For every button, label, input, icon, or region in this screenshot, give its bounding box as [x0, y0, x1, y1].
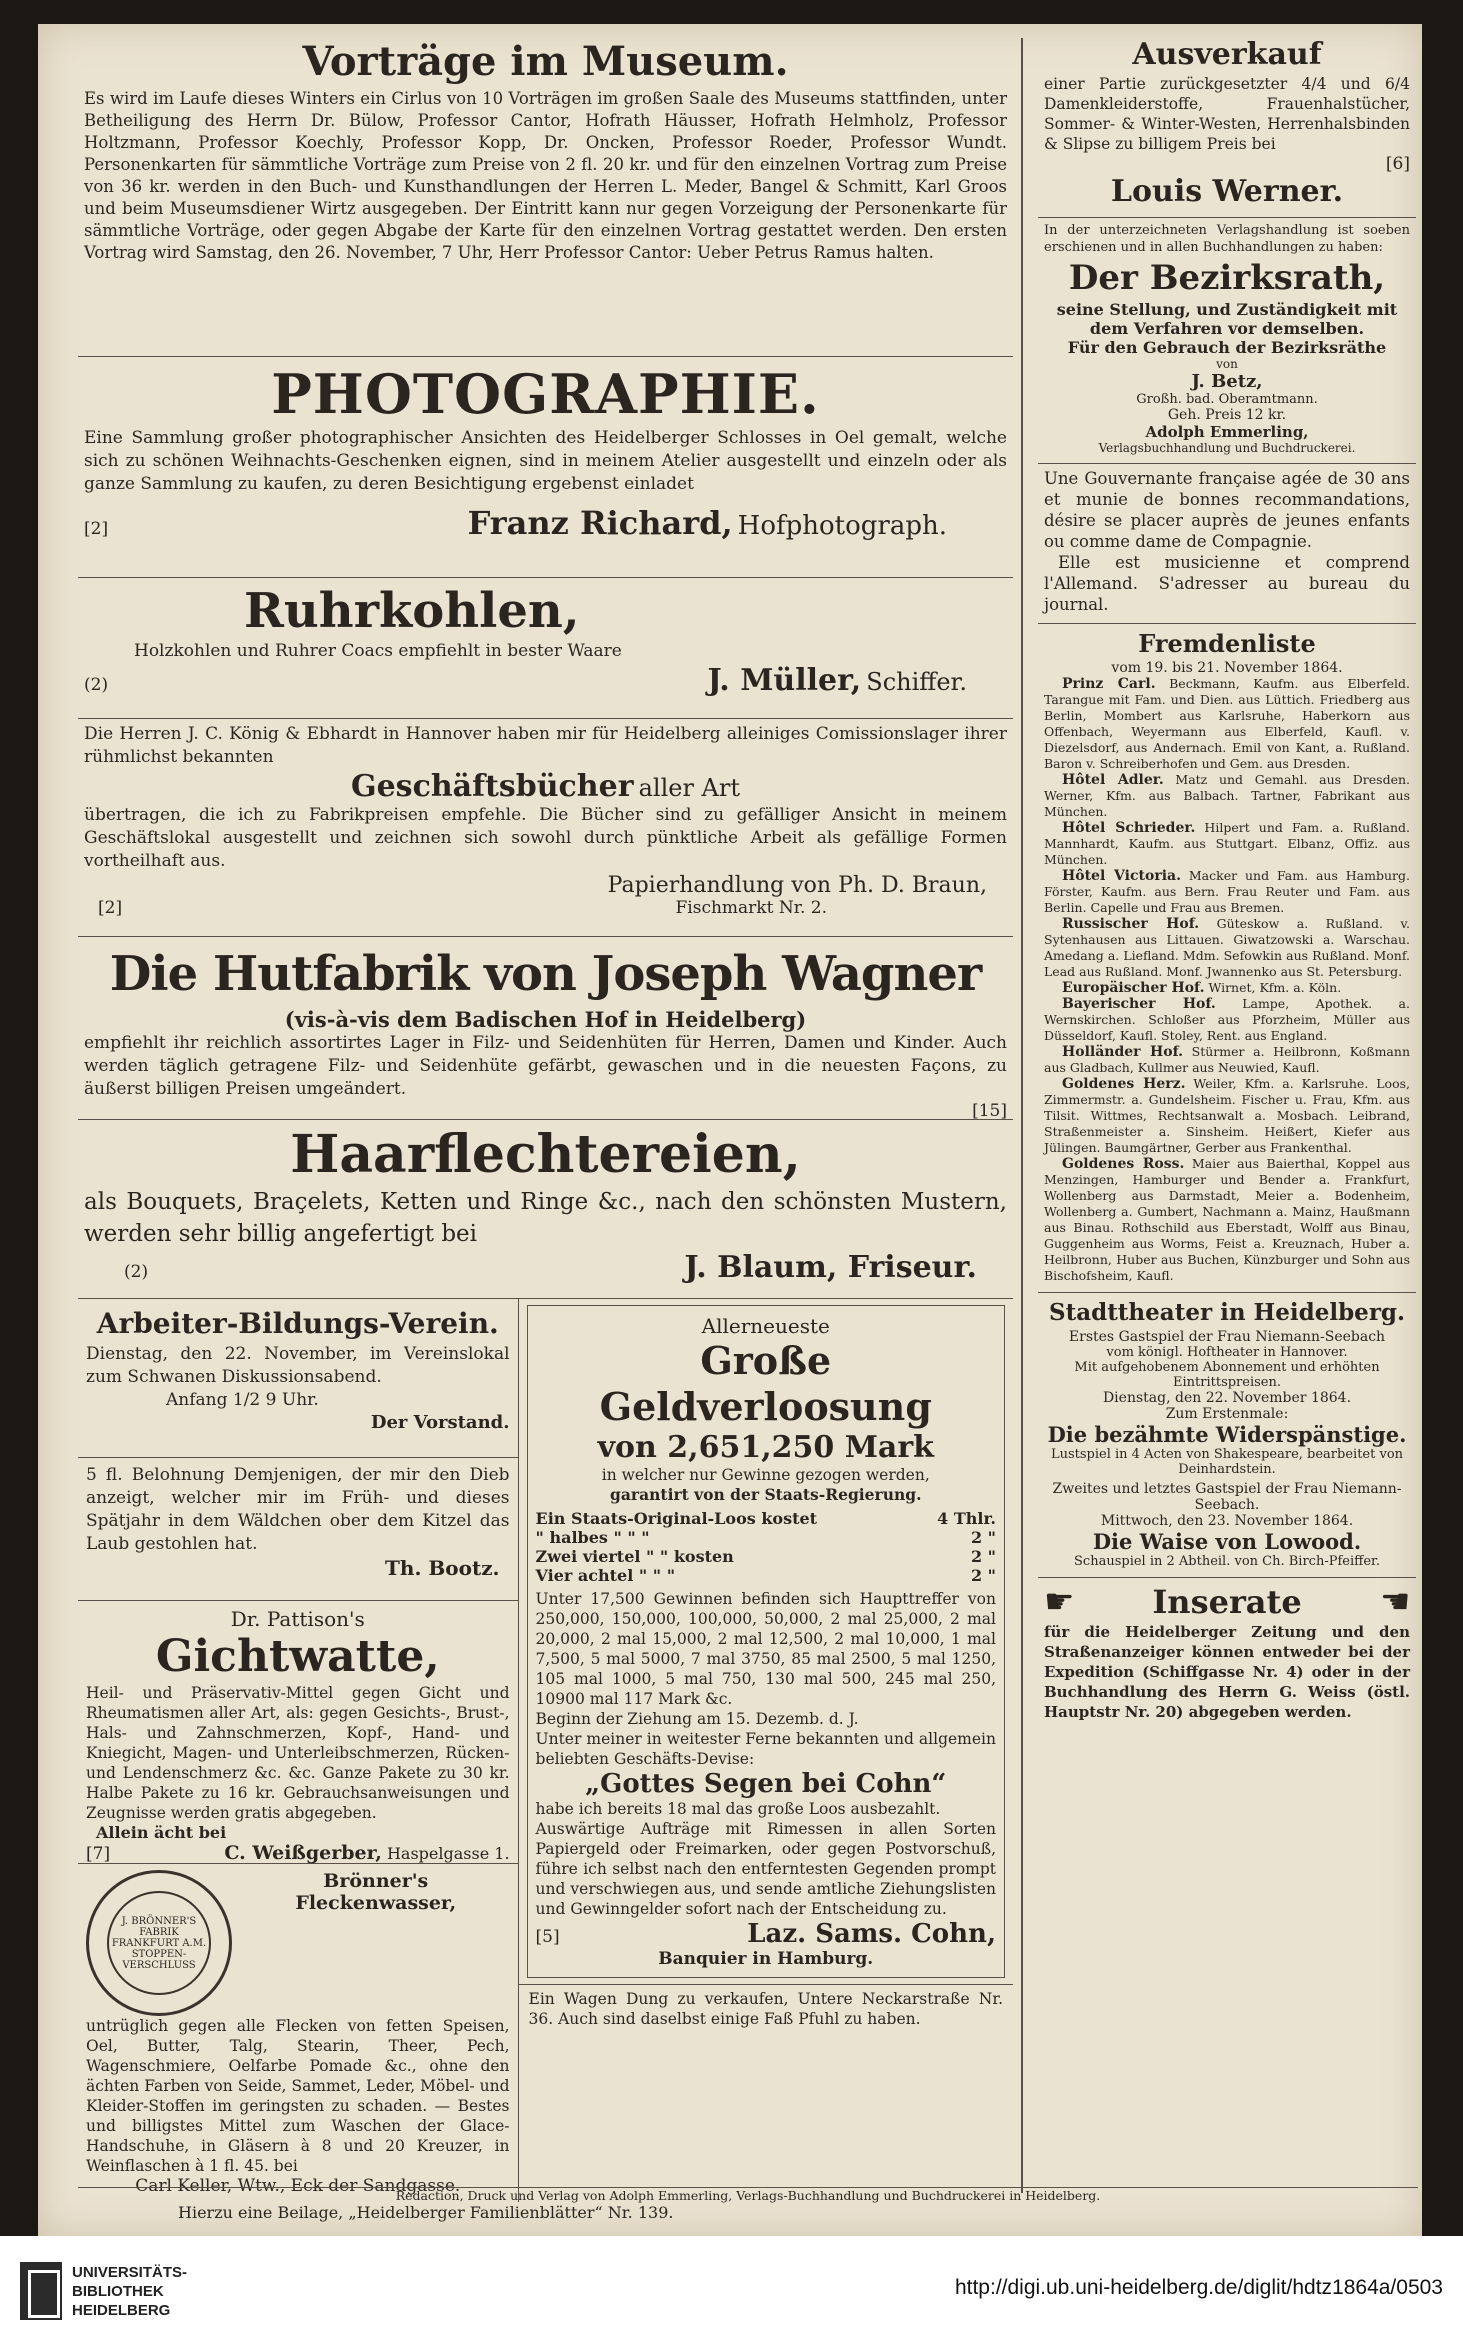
ruhrkohlen-sig-suffix: Schiffer.	[866, 668, 967, 696]
hutfabrik-title: Die Hutfabrik von Joseph Wagner	[109, 946, 982, 1002]
ad-hutfabrik	[78, 937, 1013, 1120]
ad-photographie	[78, 357, 1013, 578]
fremdenliste-guests: Lampe, Apothek. a. Wernskirchen. Schloßer aus Pforzheim, Müller aus Düsseldorf, Kaufl. Stoley, Rent. aus England.	[1044, 996, 1410, 1043]
arbeiter-body: Dienstag, den 22. November, im Vereinslokal zum Schwanen Diskussionsabend.	[86, 1344, 510, 1387]
haarflechtereien-body: als Bouquets, Braçelets, Ketten und Ringe &c., nach den schönsten Mustern, werden sehr billig angefertigt bei	[84, 1189, 1007, 1247]
hutfabrik-ref: [15]	[972, 1101, 1007, 1121]
ruhrkohlen-title: Ruhrkohlen,	[244, 583, 580, 639]
wagen-divider	[519, 1984, 1013, 1985]
gichtwatte-pre: Dr. Pattison's	[230, 1607, 365, 1631]
fremdenliste-guests: Weiler, Kfm. a. Karlsruhe. Loos, Zimmermstr. a. Gundelsheim. Fischer u. Frau, Kfm. aus Tilsit. Wittmes, Rechtsanwalt a. Mosbach. Leibrand, Straßenmeister a. Sinsheim. Heißert, Kiefer aus Jülingen. Baumgärtner, Gerber aus Frankenthal.	[1044, 1076, 1410, 1155]
price-value: 2 "	[970, 1547, 996, 1566]
geldverloosung-draw: Beginn der Ziehung am 15. Dezemb. d. J.	[535, 1710, 859, 1728]
ad-geldverloosung	[527, 1305, 1005, 1978]
bezirksrath-purpose: Für den Gebrauch der Bezirksräthe	[1067, 338, 1387, 357]
right-column	[1038, 32, 1416, 1730]
haarflechtereien-title: Haarflechtereien,	[290, 1124, 801, 1185]
fremdenliste-guests: Hilpert und Fam. a. Rußland. Mannhardt, Kaufm. aus Stuttgart. Elbanz, Offiz. aus München.	[1044, 820, 1410, 867]
fremdenliste-entries	[1044, 676, 1410, 1284]
price-row	[536, 1509, 996, 1528]
geschaeftsbuecher-intro: Die Herren J. C. König & Ebhardt in Hannover haben mir für Heidelberg alleiniges Comissionslager ihrer rühmlichst bekannten	[84, 724, 1007, 767]
column-divider	[1021, 38, 1023, 2193]
gichtwatte-ref: [7]	[86, 1844, 111, 1864]
fremdenliste-hotel: Hôtel Adler.	[1062, 772, 1164, 788]
photographie-signature: Franz Richard,	[467, 504, 733, 542]
geldverloosung-motto-after: habe ich bereits 18 mal das große Loos ausbezahlt.	[535, 1800, 941, 1818]
bezirksrath-author: J. Betz,	[1191, 371, 1263, 392]
inserate-heading	[1044, 1582, 1410, 1622]
geldverloosung-place: Banquier in Hamburg.	[658, 1949, 874, 1969]
arbeiter-start: Anfang 1/2 9 Uhr.	[166, 1390, 319, 1410]
ad-broenner	[78, 1864, 518, 2202]
geschaeftsbuecher-signature: Papierhandlung von Ph. D. Braun,	[607, 873, 987, 898]
bezirksrath-author-title: Großh. bad. Oberamtmann.	[1136, 392, 1318, 407]
fremdenliste-hotel: Holländer Hof.	[1062, 1044, 1184, 1060]
ad-bezirksrath	[1038, 218, 1416, 464]
bezirksrath-by: von	[1216, 357, 1238, 371]
geschaeftsbuecher-ref: [2]	[98, 898, 123, 918]
fremdenliste-guests: Matz und Gemahl. aus Dresden. Werner, Kfm. aus Balbach. Tartner, Fabrikant aus München.	[1044, 772, 1410, 819]
left-subcolumn	[78, 1299, 519, 2202]
ad-haarflechtereien	[78, 1120, 1013, 1299]
ad-gouvernante	[1038, 464, 1416, 624]
geldverloosung-sub1: in welcher nur Gewinne gezogen werden,	[601, 1466, 930, 1484]
footer	[78, 2187, 1418, 2222]
fremdenliste-hotel: Goldenes Ross.	[1062, 1156, 1185, 1172]
fremdenliste-hotel: Europäischer Hof.	[1062, 980, 1205, 996]
gichtwatte-signature-wrap	[224, 1842, 509, 1864]
bezirksrath-publisher-sub: Verlagsbuchhandlung und Buchdruckerei.	[1098, 441, 1356, 455]
fremdenliste-hotel: Hôtel Schrieder.	[1062, 820, 1196, 836]
geldverloosung-signature: Laz. Sams. Cohn,	[747, 1919, 996, 1949]
geldverloosung-motto: „Gottes Segen bei Cohn“	[585, 1769, 947, 1799]
stadttheater-guest1: Erstes Gastspiel der Frau Niemann-Seebach	[1068, 1329, 1386, 1345]
haarflechtereien-signature: J. Blaum, Friseur.	[684, 1250, 977, 1285]
geldverloosung-pre: Allerneueste	[701, 1314, 830, 1338]
price-row	[536, 1547, 996, 1566]
library-line3: HEIDELBERG	[72, 2301, 171, 2319]
price-label: Ein Staats-Original-Loos kostet	[535, 1509, 818, 1528]
ruhrkohlen-signature: J. Müller,	[707, 663, 862, 698]
haarflechtereien-ref: (2)	[124, 1262, 149, 1282]
ad-inserate	[1038, 1578, 1416, 1730]
geschaeftsbuecher-body: übertragen, die ich zu Fabrikpreisen empfehle. Die Bücher sind zu gefälliger Ansicht in meinem Geschäftslokal ausgestellt und zeichnen sich sowohl durch pünktliche Arbeit als gefällige Formen vortheilhaft aus.	[84, 805, 1007, 871]
geldverloosung-signature-row	[536, 1919, 996, 1949]
belohnung-body: 5 fl. Belohnung Demjenigen, der mir den Dieb anzeigt, welcher mir im Früh- und dieses Spätjahr in dem Wäldchen ober dem Kitzel das Laub gestohlen hat.	[86, 1465, 510, 1554]
vortraege-title: Vorträge im Museum.	[302, 38, 789, 85]
stadttheater-guest1-sub: vom königl. Hoftheater in Hannover.	[1106, 1345, 1348, 1360]
broenner-title: Brönner's Fleckenwasser,	[295, 1870, 457, 1914]
belohnung-signature: Th. Bootz.	[385, 1556, 500, 1580]
fremdenliste-guests: Maier aus Baierthal, Koppel aus Menzingen, Hamburger und Bender a. Frankfurt, Wollenberg aus Darmstadt, Meier a. Bodenheim, Wollenberg a. Gumbert, Nachmann a. Mainz, Haußmann aus Binau. Rothschild aus Eberstadt, Wolff aus Binau, Guggenheim aus Worms, Feist a. Kreuznach, Huber a. Heilbronn, Huber aus Buchen, Künzburger und Sohn aus Bischofsheim, Kaufl.	[1044, 1156, 1410, 1283]
photographie-ref: [2]	[84, 519, 109, 539]
photographie-sig-suffix: Hofphotograph.	[737, 511, 947, 541]
hutfabrik-subtitle: (vis-à-vis dem Badischen Hof in Heidelberg)	[284, 1007, 807, 1032]
fremdenliste-entry	[1044, 996, 1410, 1044]
ad-belohnung	[78, 1458, 518, 1601]
price-row	[536, 1566, 996, 1585]
newspaper-page	[38, 24, 1422, 2236]
ausverkauf-title: Ausverkauf	[1132, 37, 1322, 72]
hutfabrik-body: empfiehlt ihr reichlich assortirtes Lager in Filz- und Seidenhüten für Herren, Damen und Kinder. Auch werden täglich getragene Filz- und Seidenhüte gefärbt, gewaschen und in die neuesten Façons, zu äußerst billigen Preisen umgeändert.	[84, 1033, 1007, 1099]
library-name	[72, 2263, 187, 2320]
stadttheater-play2: Die Waise von Lowood.	[1092, 1529, 1362, 1554]
stadttheater-guest2: Zweites und letztes Gastspiel der Frau Niemann-Seebach.	[1052, 1481, 1402, 1513]
arbeiter-title: Arbeiter-Bildungs-Verein.	[96, 1307, 499, 1340]
stadttheater-date1: Dienstag, den 22. November 1864.	[1102, 1390, 1352, 1406]
geldverloosung-sub2: garantirt von der Staats-Regierung.	[610, 1485, 922, 1504]
page-url-link[interactable]: http://digi.ub.uni-heidelberg.de/diglit/hdtz1864a/0503	[954, 2276, 1443, 2299]
geldverloosung-orders: Auswärtige Aufträge mit Rimessen in allen Sorten Papiergeld oder Freimarken, oder gegen Postvorschuß, führe ich selbst nach den entferntesten Gegenden prompt und verschwiegen aus, und sende amtliche Ziehungslisten und Gewinngelder sofort nach der Entscheidung zu.	[535, 1820, 996, 1918]
fremdenliste-entry	[1044, 868, 1410, 916]
fremdenliste-hotel: Hôtel Victoria.	[1062, 868, 1181, 884]
bezirksrath-publisher: Adolph Emmerling,	[1145, 423, 1309, 441]
ad-vortraege	[78, 32, 1013, 357]
fremdenliste-entry	[1044, 772, 1410, 820]
ad-stadttheater	[1038, 1293, 1416, 1578]
gichtwatte-signature-row	[86, 1842, 510, 1864]
broenner-body: untrüglich gegen alle Flecken von fetten Speisen, Oel, Butter, Talg, Stearin, Theer, Pech, Wagenschmiere, Oelfarbe Pomade &c., ohne den ächten Farben von Seide, Sammet, Leder, Möbel- und Kleider-Stoffen im geringsten zu schaden. — Bestes und billigstes Mittel zum Waschen der Glace-Handschuhe, in Gläsern à 8 und 20 Kreuzer, in Weinflaschen à 1 fl. 45. bei	[86, 2017, 510, 2175]
fremdenliste-entry	[1044, 820, 1410, 868]
left-two-column-area	[78, 1299, 1013, 2202]
geldverloosung-amount: von 2,651,250 Mark	[597, 1430, 934, 1465]
vortraege-body: Es wird im Laufe dieses Winters ein Cirlus von 10 Vorträgen im großen Saale des Museums stattfinden, unter Betheiligung des Herrn Dr. Bülow, Professor Cantor, Hofrath Häusser, Hofrath Helmholz, Professor Holtzmann, Professor Koechly, Professor Kopp, Dr. Oncken, Professor Roeder, Professor Wundt. Personenkarten für sämmtliche Vorträge zum Preise von 2 fl. 20 kr. und für den einzelnen Vortrag zum Preise von 36 kr. werden in den Buch- und Kunsthandlungen der Herren L. Meder, Bangel & Schmitt, Karl Groos und beim Museumsdiener Wirtz ausgegeben. Der Eintritt kann nur gegen Vorzeigung der Personenkarte für sämmtliche Vorträge, oder gegen Abgabe der Karte für den einzelnen Vortrag gestattet werden. Den ersten Vortrag wird Samstag, den 26. November, 7 Uhr, Herr Professor Cantor: Ueber Petrus Ramus halten.	[84, 89, 1007, 262]
ad-geschaeftsbuecher	[78, 719, 1013, 937]
inserate-body: für die Heidelberger Zeitung und den Straßenanzeiger können entweder bei der Expedition (Schiffgasse Nr. 4) oder in der Buchhandlung des Herrn G. Weiss (östl. Hauptstr Nr. 20) abgegeben werden.	[1044, 1623, 1410, 1721]
footer-line1: Redaction, Druck und Verlag von Adolph Emmerling, Verlags-Buchhandlung und Buchdruckerei in Heidelberg.	[395, 2188, 1101, 2203]
pointing-hand-right-icon: ☛	[1379, 1582, 1410, 1622]
geldverloosung-title: Große Geldverloosung	[599, 1338, 932, 1429]
gouvernante-body1: Une Gouvernante française agée de 30 ans et munie de bonnes recommandations, désire se placer auprès de jeunes enfants ou comme dame de Compagnie.	[1044, 469, 1410, 551]
library-line2: BIBLIOTHEK	[72, 2282, 164, 2300]
photographie-body: Eine Sammlung großer photographischer Ansichten des Heidelberger Schlosses in Oel gemalt, welche sich zu schönen Weihnachts-Geschenken eignen, sind in meinem Atelier ausgestellt und einzeln oder als ganze Sammlung zu kaufen, zu deren Besichtigung ergebenst einladet	[84, 428, 1007, 494]
fremdenliste-title: Fremdenliste	[1138, 629, 1316, 658]
fremdenliste-hotel: Goldenes Herz.	[1062, 1076, 1186, 1092]
haarflechtereien-signature-row	[84, 1250, 1007, 1285]
broenner-seal-text: J. BRÖNNER'S FABRIK FRANKFURT A.M. STOPPEN-VERSCHLUSS	[107, 1891, 211, 1995]
price-value: 2 "	[970, 1566, 996, 1585]
gichtwatte-title: Gichtwatte,	[155, 1631, 440, 1682]
pointing-hand-left-icon: ☛	[1044, 1582, 1075, 1622]
price-row	[536, 1528, 996, 1547]
arbeiter-signature: Der Vorstand.	[370, 1412, 510, 1433]
fremdenliste-entry	[1044, 1076, 1410, 1156]
ad-ausverkauf	[1038, 32, 1416, 218]
gichtwatte-body: Heil- und Präservativ-Mittel gegen Gicht und Rheumatismen aller Art, als: gegen Gesichts-, Brust-, Hals- und Zahnschmerzen, Kopf-, Hand- und Kniegicht, Magen- und Unterleibschmerzen, Rücken- und Lendenschmerz &c. &c. Ganze Pakete zu 30 kr. Halbe Pakete zu 16 kr. Gebrauchsanweisungen und Zeugnisse werden gratis abgegeben.	[86, 1684, 510, 1822]
stadttheater-play1-sub: Lustspiel in 4 Acten von Shakespeare, bearbeitet von Deinhardstein.	[1050, 1447, 1404, 1477]
photographie-title: PHOTOGRAPHIE.	[271, 362, 820, 426]
fremdenliste-dates: vom 19. bis 21. November 1864.	[1111, 660, 1343, 676]
price-label: Vier achtel " " "	[535, 1566, 676, 1585]
broenner-text-area	[242, 1870, 510, 2016]
fremdenliste-entry	[1044, 1044, 1410, 1076]
ad-arbeiter	[78, 1299, 518, 1458]
bezirksrath-title: Der Bezirksrath,	[1068, 258, 1386, 298]
geldverloosung-price-list	[536, 1509, 996, 1585]
geschaeftsbuecher-title: Geschäftsbücher	[350, 769, 634, 804]
broenner-top	[86, 1870, 510, 2016]
ad-gichtwatte	[78, 1601, 518, 1864]
library-logo[interactable]	[20, 2262, 187, 2320]
fremdenliste	[1038, 624, 1416, 1293]
fremdenliste-hotel: Russischer Hof.	[1062, 916, 1200, 932]
ausverkauf-ref: [6]	[1385, 154, 1410, 174]
ad-ruhrkohlen	[78, 578, 1013, 719]
price-value: 4 Thlr.	[937, 1509, 996, 1528]
broenner-signature: Carl Keller, Wtw., Eck der Sandgasse.	[135, 2176, 461, 2196]
gichtwatte-address: Haspelgasse 1.	[386, 1844, 510, 1863]
geldverloosung-motto-intro: Unter meiner in weitester Ferne bekannten und allgemein beliebten Geschäfts-Devise:	[535, 1730, 996, 1768]
gichtwatte-genuine: Allein ächt bei	[96, 1823, 227, 1842]
price-value: 2 "	[970, 1528, 996, 1547]
ruhrkohlen-body: Holzkohlen und Ruhrer Coacs empfiehlt in bester Waare	[134, 641, 622, 661]
price-label: Zwei viertel " " kosten	[535, 1547, 734, 1566]
photographie-signature-wrap	[468, 504, 947, 542]
fremdenliste-guests: Stürmer a. Heilbronn, Koßmann aus Gladbach, Kullmer aus Neuwied, Kaufl.	[1044, 1044, 1410, 1075]
library-logo-icon	[20, 2262, 62, 2320]
stadttheater-terms: Mit aufgehobenem Abonnement und erhöhten Eintrittspreisen.	[1074, 1360, 1380, 1390]
bezirksrath-subtitle: seine Stellung, und Zuständigkeit mit dem Verfahren vor demselben.	[1056, 300, 1398, 338]
geldverloosung-ref: [5]	[535, 1927, 560, 1947]
fremdenliste-guests: Wirnet, Kfm. a. Köln.	[1208, 980, 1342, 995]
stadttheater-date2: Mittwoch, den 23. November 1864.	[1100, 1513, 1354, 1529]
ruhrkohlen-signature-row	[84, 663, 1007, 698]
fremdenliste-guests: Beckmann, Kaufm. aus Elberfeld. Tarangue mit Fam. und Dien. aus Lüttich. Friedberg aus Berlin, Mombert aus Karlsruhe, Haberkorn aus Offenbach, Weyermann aus Elberfeld, Kaufl. v. Diezelsdorf, aus Andernach. Emil von Kant, a. Rußland. Baron v. Schreiberhofen und Gem. aus Dresden.	[1044, 676, 1410, 771]
left-column	[78, 32, 1013, 2202]
inserate-title: Inserate	[1152, 1583, 1302, 1621]
stadttheater-play2-sub: Schauspiel in 2 Abtheil. von Ch. Birch-Pfeiffer.	[1074, 1554, 1380, 1569]
fremdenliste-entry	[1044, 1156, 1410, 1284]
geschaeftsbuecher-address: Fischmarkt Nr. 2.	[675, 898, 827, 918]
fremdenliste-entry	[1044, 676, 1410, 772]
geschaeftsbuecher-title-row	[84, 769, 1007, 804]
gichtwatte-signature: C. Weißgerber,	[224, 1842, 382, 1864]
geschaeftsbuecher-address-row	[84, 898, 1007, 918]
library-line1: UNIVERSITÄTS-	[72, 2263, 188, 2281]
broenner-seal-icon	[86, 1870, 232, 2016]
fremdenliste-entry	[1044, 916, 1410, 980]
geschaeftsbuecher-title-suffix: aller Art	[638, 774, 741, 802]
footer-line2: Hierzu eine Beilage, „Heidelberger Familienblätter“ Nr. 139.	[178, 2203, 674, 2222]
fremdenliste-hotel: Bayerischer Hof.	[1062, 996, 1216, 1012]
fremdenliste-entry	[1044, 980, 1410, 996]
geldverloosung-body: Unter 17,500 Gewinnen befinden sich Haupttreffer von 250,000, 150,000, 100,000, 50,000, 2 mal 25,000, 2 mal 20,000, 2 mal 15,000, 2 mal 12,500, 2 mal 10,000, 1 mal 7,500, 5 mal 5000, 7 mal 3750, 85 mal 2500, 5 mal 1250, 105 mal 1000, 5 mal 750, 130 mal 500, 245 mal 250, 10900 mal 117 Mark &c.	[535, 1590, 996, 1708]
stadttheater-play1: Die bezähmte Widerspänstige.	[1047, 1422, 1407, 1447]
bezirksrath-intro: In der unterzeichneten Verlagshandlung ist soeben erschienen und in allen Buchhandlungen zu haben:	[1044, 223, 1410, 255]
stadttheater-first: Zum Erstenmale:	[1165, 1406, 1289, 1422]
price-label: " halbes " " "	[535, 1528, 650, 1547]
gouvernante-body2: Elle est musicienne et comprend l'Allemand. S'adresser au bureau du journal.	[1044, 553, 1410, 614]
bezirksrath-price: Geh. Preis 12 kr.	[1167, 407, 1287, 423]
fremdenliste-guests: Güteskow a. Rußland. v. Sytenhausen aus Littauen. Giwatzowski a. Warschau. Amedang a. Liefland. Mdm. Sefowkin aus Rußland. Monf. Lead aus Rußland. Monf. Jwannenko aus St. Petersburg.	[1044, 916, 1410, 979]
ausverkauf-signature: Louis Werner.	[1110, 174, 1344, 209]
photographie-signature-row	[84, 504, 1007, 542]
ruhrkohlen-ref: (2)	[84, 675, 109, 695]
stadttheater-title: Stadttheater in Heidelberg.	[1048, 1299, 1406, 1326]
fremdenliste-hotel: Prinz Carl.	[1062, 676, 1156, 692]
ausverkauf-body: einer Partie zurückgesetzter 4/4 und 6/4 Damenkleiderstoffe, Frauenhalstücher, Sommer- & Winter-Westen, Herrenhalsbinden & Slipse zu billigem Preis bei	[1044, 75, 1410, 153]
ruhrkohlen-signature-wrap	[707, 663, 967, 698]
fremdenliste-guests: Macker und Fam. aus Hamburg. Förster, Kaufm. aus Bern. Frau Reuter und Fam. aus Berlin. Capelle und Frau aus Bremen.	[1044, 868, 1410, 915]
wagen-body: Ein Wagen Dung zu verkaufen, Untere Neckarstraße Nr. 36. Auch sind daselbst einige Faß Pfuhl zu haben.	[528, 1990, 1003, 2028]
right-subcolumn	[519, 1299, 1013, 2202]
